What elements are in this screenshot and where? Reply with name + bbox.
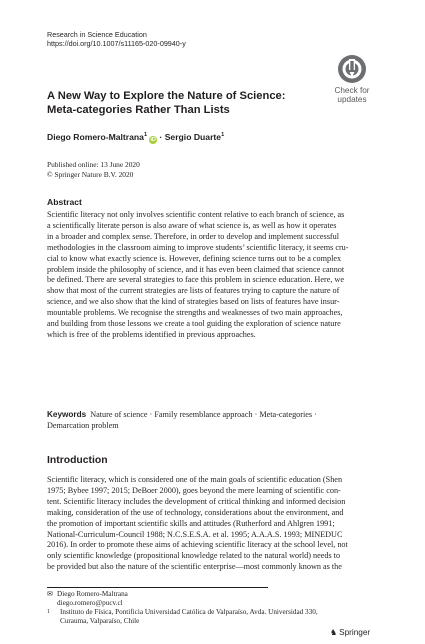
intro-line: be provided but also the nature of the scientific enterprise—most commonly known as the — [47, 562, 342, 572]
publisher-logo — [330, 628, 370, 637]
doi-link[interactable]: https://doi.org/10.1007/s11165-020-09940-y — [47, 39, 186, 49]
author-1[interactable]: Diego Romero-Maltrana — [47, 132, 144, 142]
keywords — [47, 410, 317, 432]
abstract-line: in a broader and complex sense. Therefore, in order to develop and implement successful — [47, 231, 339, 241]
check-for-updates-badge[interactable] — [328, 55, 376, 113]
abstract-line: which is free of the problems identified in previous approaches. — [47, 329, 256, 339]
intro-line: making, consideration of the use of technology, considerations about the environment, and — [47, 507, 344, 517]
orcid-icon[interactable]: iD — [150, 137, 156, 143]
intro-line: only scientific knowledge (propositional knowledge related to the natural world) needs to — [47, 551, 341, 561]
intro-line: the promotion of important scientific skills and attitudes (Rutherford and Ahlgren 1991; — [47, 518, 335, 528]
abstract-line: show that most of the current strategies are lists of features trying to capture the nature of — [47, 286, 340, 296]
affiliation-line1: Instituto de Física, Pontificia Universidad Católica de Valparaíso, Avda. Universidad 330, — [60, 608, 318, 616]
abstract-line: science, and we also show that the kind of strategies based on lists of features have insur- — [47, 297, 340, 307]
keywords-line1: Nature of science · Family resemblance approach · Meta-categories · — [90, 410, 317, 419]
introduction-heading: Introduction — [47, 455, 108, 466]
introduction-body — [47, 475, 382, 573]
author-list — [47, 132, 224, 144]
crossmark-icon — [338, 55, 366, 83]
abstract-body — [47, 210, 382, 341]
footnote-divider — [47, 587, 268, 588]
envelope-icon: ✉ — [47, 590, 53, 598]
abstract-heading: Abstract — [47, 197, 82, 207]
author-2-affil: 1 — [221, 132, 225, 139]
abstract-line: a scientifically literate person is also aware of what science is, as well as how it operates — [47, 220, 337, 230]
intro-line: 1975; Bybee 1997; 2015; DeBoer 2000), goes beyond the mere learning of scientific con- — [47, 485, 341, 495]
journal-name: Research in Science Education — [47, 30, 147, 39]
springer-horse-icon: ♞ — [330, 628, 338, 637]
intro-line: Scientific literacy, which is considered one of the main goals of scientific education (Shen — [47, 475, 343, 484]
contact-email[interactable]: diego.romero@pucv.cl — [57, 599, 123, 608]
badge-line2: updates — [337, 94, 367, 104]
abstract-line: and building from those lessons we create a tool guiding the exploration of science nature — [47, 319, 341, 329]
published-date: Published online: 13 June 2020 — [47, 160, 140, 169]
contact-name: Diego Romero-Maltrana — [57, 590, 128, 598]
publisher-name: Springer — [339, 628, 371, 637]
author-1-affil: 1 — [143, 132, 148, 139]
badge-line1: Check for — [334, 86, 370, 95]
corresponding-author — [47, 590, 128, 608]
keywords-label: Keywords — [47, 410, 87, 419]
journal-header — [47, 30, 186, 49]
publication-info — [47, 160, 140, 180]
article-title: A New Way to Explore the Nature of Science: Meta-categories Rather Than Lists — [47, 90, 286, 117]
abstract-line: be defined. There are several strategies to face this problem in science education. Here, we — [47, 275, 344, 285]
intro-line: National-Curriculum-Council 1988; N.C.S.E.S.A. et al. 1995; A.A.A.S. 1993; MINEDUC — [47, 529, 343, 539]
abstract-line: mountable problems. We recognise the strengths and weaknesses of two main approaches, — [47, 308, 343, 318]
intro-line: tent. Scientific literacy includes the development of critical thinking and informed decision — [47, 496, 346, 506]
author-2[interactable]: Sergio Duarte — [164, 132, 222, 142]
intro-line: 2016). In order to promote these aims of achieving scientific literacy at the school level, not — [47, 540, 348, 550]
copyright: © Springer Nature B.V. 2020 — [47, 169, 134, 179]
affiliation-number: 1 — [47, 609, 50, 615]
abstract-line: methodologies in the classroom aiming to improve students’ scientific literacy, it seems cru- — [47, 242, 349, 252]
abstract-line: problem inside the philosophy of science, and it has even been claimed that science cannot — [47, 264, 345, 274]
author-separator: · — [157, 132, 165, 142]
affiliation — [47, 608, 318, 627]
keywords-line2: Demarcation problem — [47, 420, 119, 430]
abstract-line: Scientific literacy not only involves scientific content relative to each branch of science, as — [47, 210, 345, 219]
affiliation-line2: Curauma, Valparaíso, Chile — [60, 617, 140, 626]
abstract-line: cial to know what exactly science is. However, defining science turns out to be a complex — [47, 253, 342, 263]
